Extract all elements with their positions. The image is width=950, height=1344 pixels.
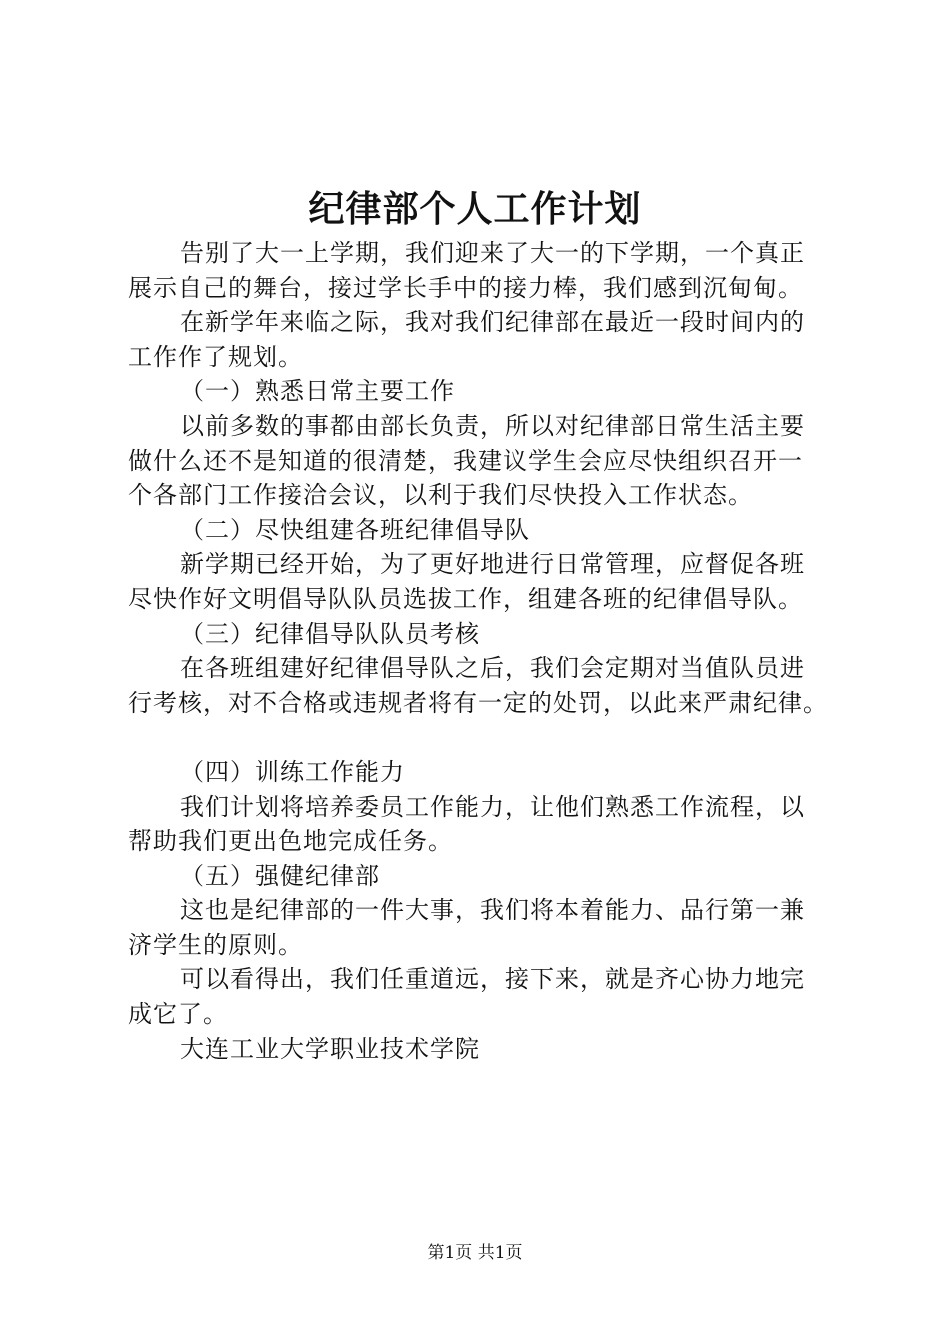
paragraph-conclusion (128, 962, 840, 1031)
paragraph-plan (128, 305, 840, 374)
document-title: 纪律部个人工作计划 (308, 188, 642, 230)
text-line: 工作作了规划。 (128, 342, 303, 371)
signature-organization (128, 1032, 840, 1067)
text-line: 我们计划将培养委员工作能力，让他们熟悉工作流程，以 (180, 792, 805, 821)
text-line: 以前多数的事都由部长负责，所以对纪律部日常生活主要 (180, 411, 805, 440)
text-line: 新学期已经开始，为了更好地进行日常管理，应督促各班 (180, 550, 805, 579)
paragraph-section-4 (128, 790, 840, 859)
paragraph-section-2 (128, 547, 840, 616)
blank-line (128, 720, 840, 755)
text-line: 展示自己的舞台，接过学长手中的接力棒，我们感到沉甸甸。 (128, 273, 803, 302)
section-heading-4: （四）训练工作能力 (180, 757, 405, 786)
paragraph-section-1 (128, 409, 840, 513)
paragraph-section-5 (128, 893, 840, 962)
paragraph-intro (128, 236, 840, 305)
text-line: 在各班组建好纪律倡导队之后，我们会定期对当值队员进 (180, 654, 805, 683)
text-line: 告别了大一上学期，我们迎来了大一的下学期，一个真正 (180, 239, 805, 267)
page-footer: 第1页 共1页 (427, 1243, 523, 1263)
text-line: 个各部门工作接洽会议，以利于我们尽快投入工作状态。 (128, 481, 753, 510)
section-heading-2: （二）尽快组建各班纪律倡导队 (180, 515, 530, 544)
text-line: 成它了。 (128, 1000, 228, 1029)
text-line: 济学生的原则。 (128, 930, 303, 959)
section-heading-5: （五）强健纪律部 (180, 861, 380, 890)
text-line: 行考核，对不合格或违规者将有一定的处罚，以此来严肃纪律。 (128, 688, 828, 717)
text-line: 尽快作好文明倡导队队员选拔工作，组建各班的纪律倡导队。 (128, 584, 803, 613)
text-line: 这也是纪律部的一件大事，我们将本着能力、品行第一兼 (180, 896, 805, 925)
section-heading-1: （一）熟悉日常主要工作 (180, 377, 455, 406)
text-line: 可以看得出，我们任重道远，接下来，就是齐心协力地完 (180, 965, 805, 994)
text-line: 做什么还不是知道的很清楚，我建议学生会应尽快组织召开一 (128, 446, 803, 475)
document-body (128, 236, 840, 1066)
text-line: 大连工业大学职业技术学院 (180, 1034, 480, 1063)
text-line: 在新学年来临之际，我对我们纪律部在最近一段时间内的 (180, 308, 805, 337)
paragraph-section-3 (128, 651, 840, 720)
text-line: 帮助我们更出色地完成任务。 (128, 827, 453, 856)
section-heading-3: （三）纪律倡导队队员考核 (180, 619, 480, 648)
